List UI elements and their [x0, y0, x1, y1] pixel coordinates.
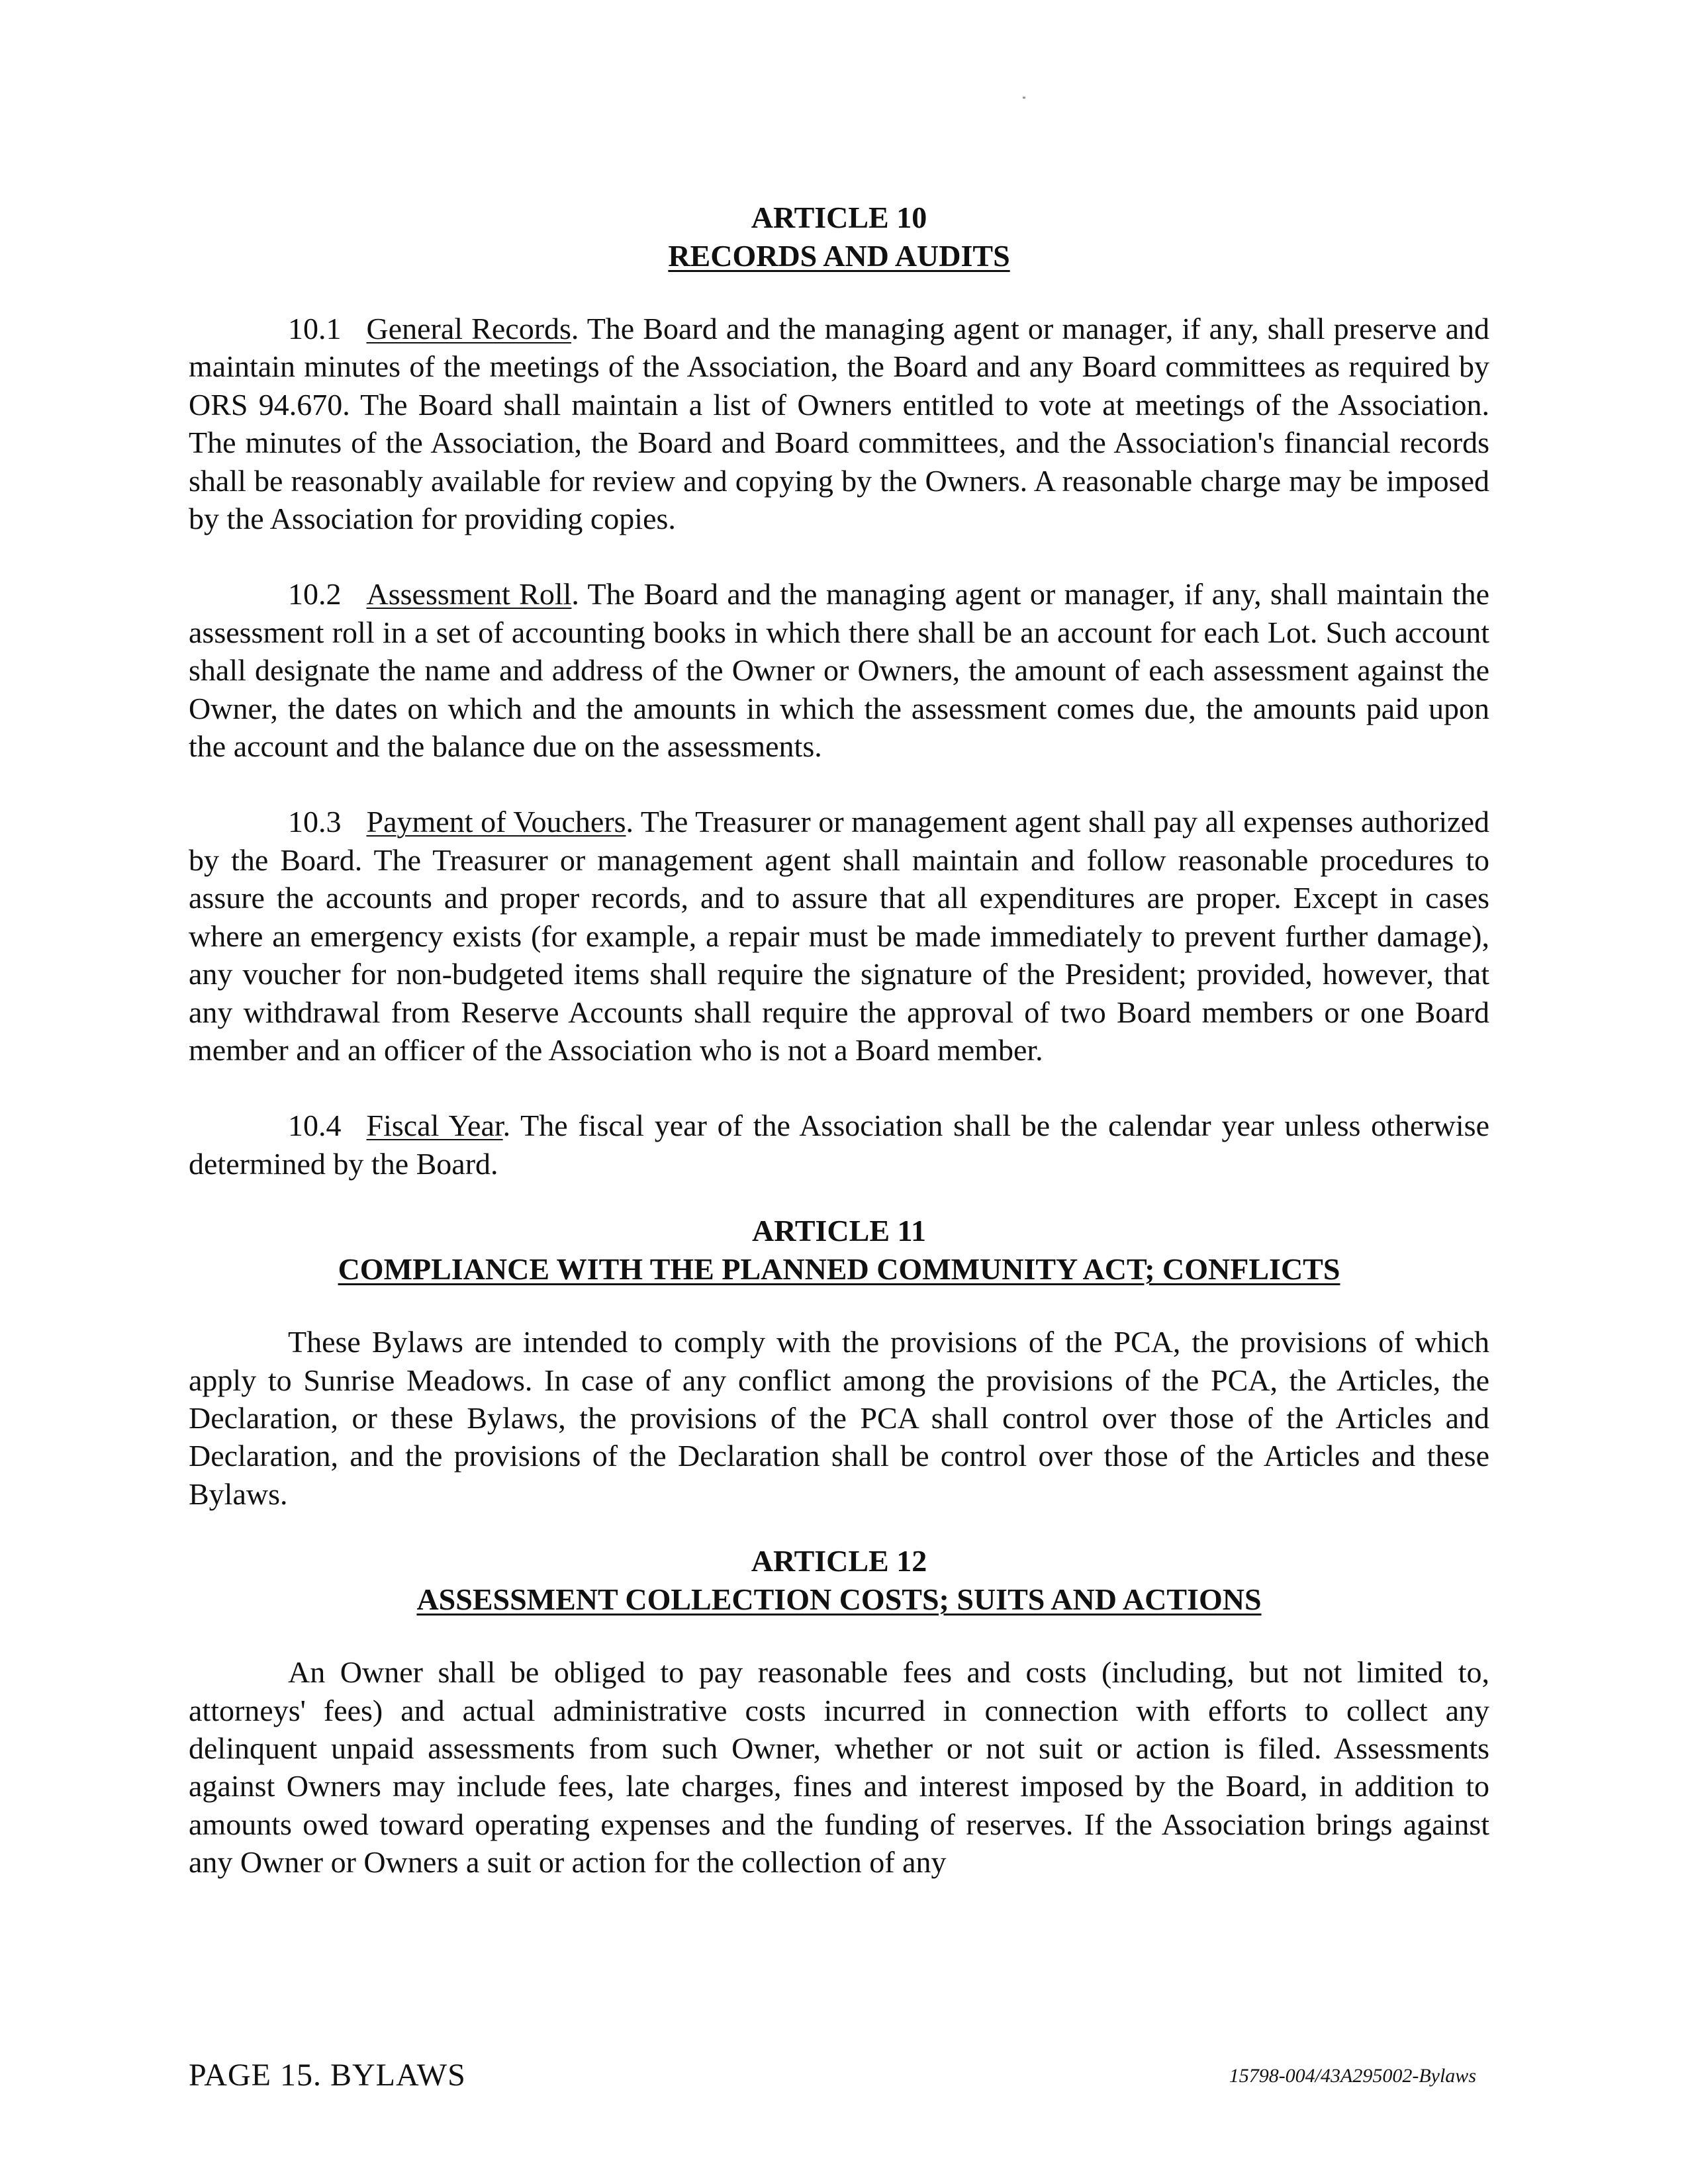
- article-12-number: ARTICLE 12: [751, 1544, 927, 1578]
- article-11-title: COMPLIANCE WITH THE PLANNED COMMUNITY ACT; CONFLICTS: [338, 1252, 1340, 1287]
- section-10-2-number: 10.2: [288, 577, 342, 612]
- article-10-heading: [189, 199, 1489, 275]
- article-12-heading: [189, 1542, 1489, 1619]
- section-10-1-number: 10.1: [288, 312, 342, 345]
- section-10-3-number: 10.3: [288, 805, 342, 839]
- section-10-1: [189, 310, 1489, 537]
- article-10-number: ARTICLE 10: [751, 201, 927, 234]
- section-10-1-title: General Records: [366, 312, 571, 345]
- footer-page-label: PAGE 15. BYLAWS: [189, 2058, 466, 2093]
- document-page: [189, 199, 1489, 1882]
- article-11-body: [189, 1323, 1489, 1513]
- section-10-3: [189, 803, 1489, 1069]
- article-11-number: ARTICLE 11: [752, 1214, 926, 1248]
- article-12-body: [189, 1653, 1489, 1881]
- section-10-4-title: Fiscal Year: [366, 1109, 503, 1143]
- article-11-text: These Bylaws are intended to comply with the provisions of the PCA, the provisions of which apply to Sunrise Meadows. In case of any conflict among the provisions of the PCA, the Articles, the Declaration, or these Bylaws, the provisions of the PCA shall control over those of the Articles and Declaration, and the provisions of the Declaration shall be control over those of the Articles and these Bylaws.: [189, 1325, 1489, 1511]
- section-10-4-text: . The fiscal year of the Association shall be the calendar year unless otherwise determined by the Board.: [189, 1109, 1489, 1181]
- section-10-2-text: . The Board and the managing agent or manager, if any, shall maintain the assessment roll in a set of accounting books in which there shall be an account for each Lot. Such account shall designate the name and address of the Owner or Owners, the amount of each assessment against the Owner, the dates on which and the amounts in which the assessment comes due, the amounts paid upon the account and the balance due on the assessments.: [189, 577, 1489, 764]
- scan-speck: [1023, 97, 1025, 99]
- article-11-heading: [189, 1212, 1489, 1289]
- section-10-1-text: . The Board and the managing agent or manager, if any, shall preserve and maintain minutes of the meetings of the Association, the Board and any Board committees as required by ORS 94.670. The Board shall maintain a list of Owners entitled to vote at meetings of the Association. The minutes of the Association, the Board and Board committees, and the Association's financial records shall be reasonably available for review and copying by the Owners. A reasonable charge may be imposed by the Association for providing copies.: [189, 312, 1489, 536]
- article-12-title: ASSESSMENT COLLECTION COSTS; SUITS AND ACTIONS: [416, 1582, 1262, 1617]
- article-10-title: RECORDS AND AUDITS: [668, 239, 1010, 273]
- section-10-2: [189, 575, 1489, 765]
- section-10-3-title: Payment of Vouchers: [366, 805, 626, 839]
- section-10-4: [189, 1107, 1489, 1183]
- article-12-text: An Owner shall be obliged to pay reasonable fees and costs (including, but not limited to, attorneys' fees) and actual administrative costs incurred in connection with efforts to collect any delinquent unpaid assessments from such Owner, whether or not suit or action is filed. Assessments against Owners may include fees, late charges, fines and interest imposed by the Board, in addition to amounts owed toward operating expenses and the funding of reserves. If the Association brings against any Owner or Owners a suit or action for the collection of any: [189, 1655, 1489, 1880]
- section-10-3-text: . The Treasurer or management agent shall pay all expenses authorized by the Board. The Treasurer or management agent shall maintain and follow reasonable procedures to assure the accounts and proper records, and to assure that all expenditures are proper. Except in cases where an emergency exists (for example, a repair must be made immediately to prevent further damage), any voucher for non-budgeted items shall require the signature of the President; provided, however, that any withdrawal from Reserve Accounts shall require the approval of two Board members or one Board member and an officer of the Association who is not a Board member.: [189, 805, 1490, 1067]
- footer-doc-id: 15798-004/43A295002-Bylaws: [1229, 2065, 1476, 2087]
- section-10-2-title: Assessment Roll: [366, 577, 572, 612]
- section-10-4-number: 10.4: [288, 1109, 342, 1143]
